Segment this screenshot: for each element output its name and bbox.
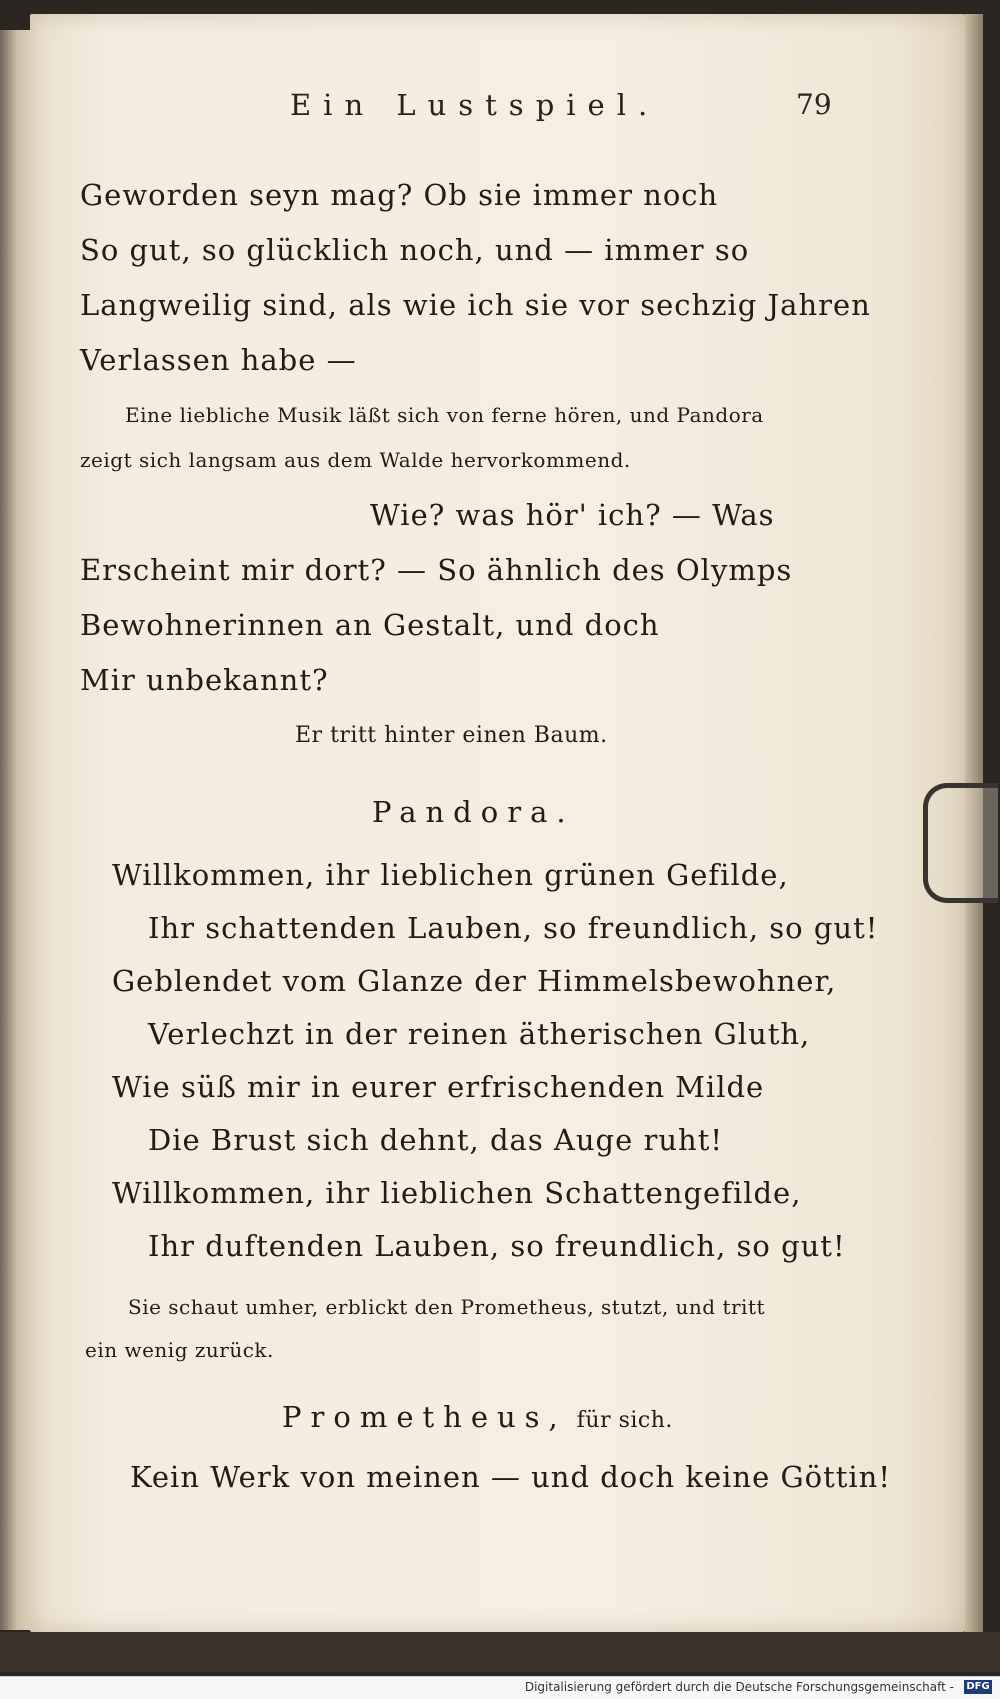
- verse-line: Mir unbekannt?: [80, 663, 329, 697]
- speaker-aside: für sich.: [576, 1408, 673, 1433]
- stage-direction: Eine liebliche Musik läßt sich von ferne hören, und Pandora: [125, 403, 764, 427]
- verse-line: Verlassen habe —: [80, 343, 357, 377]
- verse-line: Wie? was hör' ich? — Was: [370, 498, 775, 532]
- verse-line: Erscheint mir dort? — So ähnlich des Olymps: [80, 553, 793, 587]
- verse-line: Langweilig sind, als wie ich sie vor sechzig Jahren: [80, 288, 871, 322]
- verse-line: So gut, so glücklich noch, und — immer so: [80, 233, 750, 267]
- scan-bottom-strip: [0, 1632, 1000, 1672]
- page-clip: [923, 783, 998, 903]
- stage-direction: Er tritt hinter einen Baum.: [295, 723, 608, 748]
- song-line: Verlechzt in der reinen ätherischen Gluth,: [148, 1017, 811, 1051]
- footer-credit: Digitalisierung gefördert durch die Deutsche Forschungsgemeinschaft -: [524, 1680, 954, 1694]
- song-line: Willkommen, ihr lieblichen Schattengefilde,: [112, 1176, 802, 1210]
- speaker-name: [282, 1400, 673, 1434]
- verse-line: Geworden seyn mag? Ob sie immer noch: [80, 178, 719, 212]
- stage-direction: zeigt sich langsam aus dem Walde hervorkommend.: [80, 448, 631, 472]
- song-line: Ihr schattenden Lauben, so freundlich, so gut!: [148, 911, 879, 945]
- song-line: Die Brust sich dehnt, das Auge ruht!: [148, 1123, 724, 1157]
- song-line: Geblendet vom Glanze der Himmelsbewohner,: [112, 964, 837, 998]
- verse-line: Kein Werk von meinen — und doch keine Göttin!: [130, 1460, 892, 1494]
- song-line: Wie süß mir in eurer erfrischenden Milde: [112, 1070, 765, 1104]
- song-line: Willkommen, ihr lieblichen grünen Gefilde,: [112, 858, 789, 892]
- running-title: Ein Lustspiel.: [290, 88, 660, 122]
- digitization-footer: [0, 1676, 1000, 1699]
- stage-direction: ein wenig zurück.: [85, 1338, 274, 1362]
- stage-direction: Sie schaut umher, erblickt den Prometheus, stutzt, und tritt: [128, 1295, 766, 1319]
- speaker-name: Pandora.: [372, 795, 575, 829]
- speaker-name-text: Prometheus,: [282, 1400, 567, 1434]
- page-number: 79: [796, 88, 832, 121]
- song-line: Ihr duftenden Lauben, so freundlich, so gut!: [148, 1229, 846, 1263]
- dfg-logo: DFG: [964, 1680, 992, 1694]
- verse-line: Bewohnerinnen an Gestalt, und doch: [80, 608, 660, 642]
